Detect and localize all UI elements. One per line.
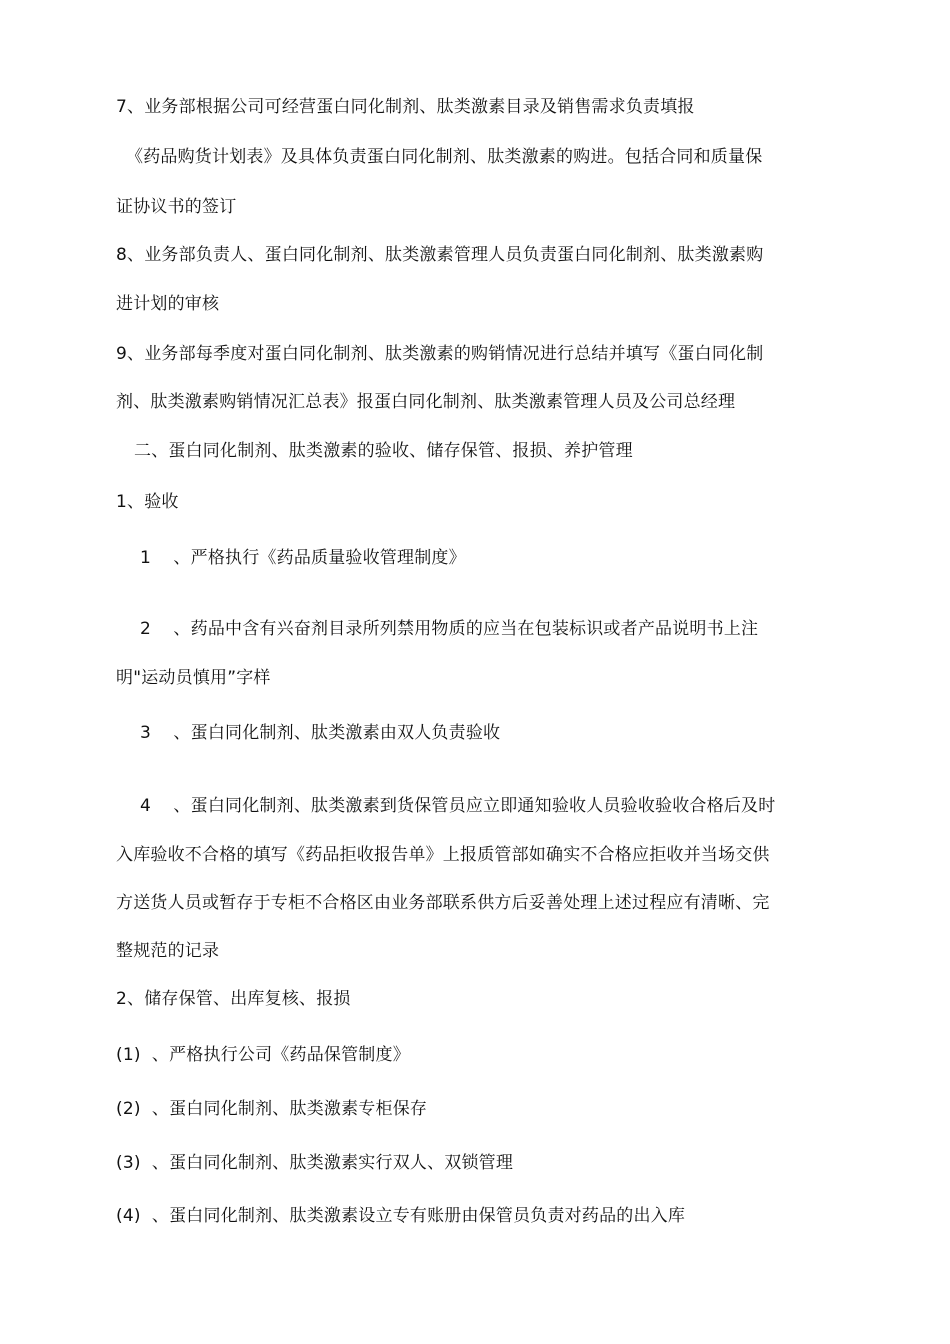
paragraph-line-7-end: 证协议书的签订 [116,197,237,217]
numbered-item-2: (2) 、蛋白同化制剂、肽类激素专柜保存 [116,1099,428,1119]
subsection-heading-storage: 2、储存保管、出库复核、报损 [116,989,351,1009]
paragraph-line-8-end: 进计划的审核 [116,294,220,314]
numbered-item-4: (4) 、蛋白同化制剂、肽类激素设立专有账册由保管员负责对药品的出入库 [116,1206,686,1226]
list-item-4-cont-1: 入库验收不合格的填写《药品拒收报告单》上报质管部如确实不合格应拒收并当场交供 [116,845,770,865]
subsection-heading-acceptance: 1、验收 [116,492,179,512]
list-item-4-cont-2: 方送货人员或暂存于专柜不合格区由业务部联系供方后妥善处理上述过程应有清晰、完 [116,893,770,913]
paragraph-line-7-cont: 《药品购货计划表》及具体负责蛋白同化制剂、肽类激素的购进。包括合同和质量保 [126,147,763,167]
paragraph-line-7: 7、业务部根据公司可经营蛋白同化制剂、肽类激素目录及销售需求负责填报 [116,97,695,117]
list-item-2: 2 、药品中含有兴奋剂目录所列禁用物质的应当在包装标识或者产品说明书上注 [140,619,759,639]
list-item-1: 1 、严格执行《药品质量验收管理制度》 [140,548,466,568]
paragraph-line-9: 9、业务部每季度对蛋白同化制剂、肽类激素的购销情况进行总结并填写《蛋白同化制 [116,344,764,364]
numbered-item-1: (1) 、严格执行公司《药品保管制度》 [116,1045,410,1065]
paragraph-line-9-end: 剂、肽类激素购销情况汇总表》报蛋白同化制剂、肽类激素管理人员及公司总经理 [116,392,736,412]
paragraph-line-8: 8、业务部负责人、蛋白同化制剂、肽类激素管理人员负责蛋白同化制剂、肽类激素购 [116,245,764,265]
section-heading-2: 二、蛋白同化制剂、肽类激素的验收、储存保管、报损、养护管理 [134,441,633,461]
list-item-4-end: 整规范的记录 [116,941,220,961]
numbered-item-3: (3) 、蛋白同化制剂、肽类激素实行双人、双锁管理 [116,1153,514,1173]
list-item-3: 3 、蛋白同化制剂、肽类激素由双人负责验收 [140,723,501,743]
list-item-4: 4 、蛋白同化制剂、肽类激素到货保管员应立即通知验收人员验收验收合格后及时 [140,796,776,816]
list-item-2-cont: 明"运动员慎用”字样 [116,668,271,688]
